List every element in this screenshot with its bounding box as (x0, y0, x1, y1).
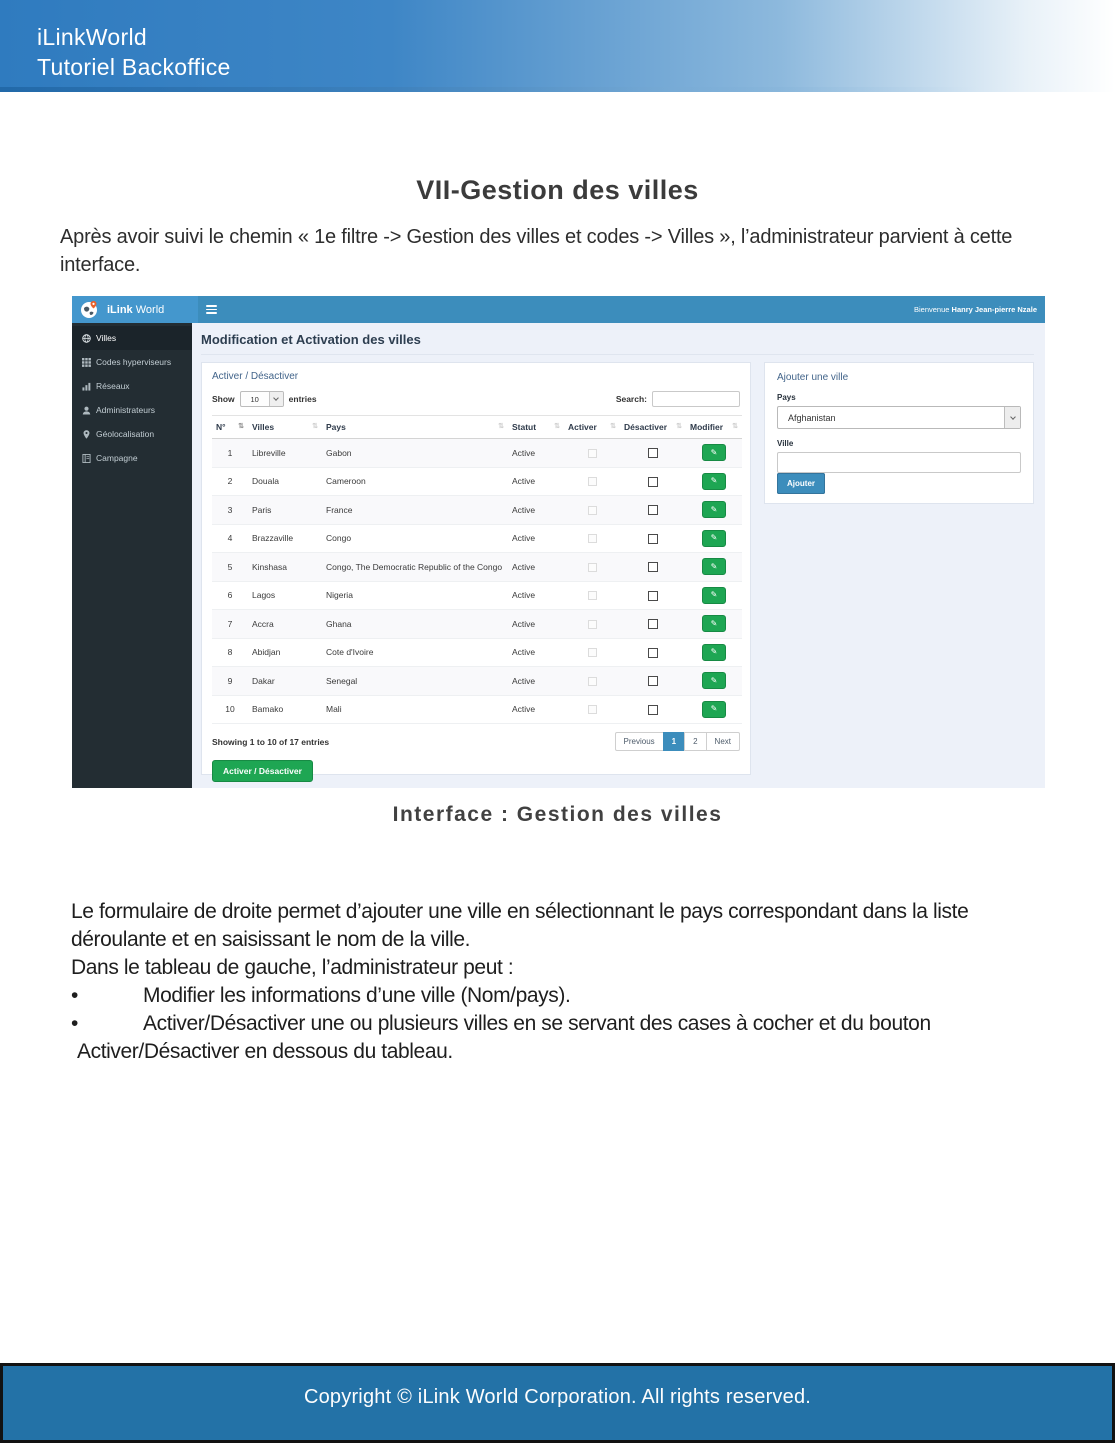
pagination-next[interactable]: Next (706, 732, 740, 751)
desactiver-checkbox[interactable] (648, 448, 658, 458)
cell-modifier (686, 695, 742, 724)
sidebar-label: Codes hyperviseurs (96, 357, 172, 367)
cell-activer (564, 553, 620, 582)
sidebar-label: Géolocalisation (96, 429, 155, 439)
cell-ville: Lagos (248, 581, 322, 610)
sidebar-item-geolocalisation[interactable] (72, 422, 192, 446)
bullet-item-1: • Modifier les informations d’une ville (Nom/pays). (71, 982, 1046, 1010)
cell-num: 8 (212, 638, 248, 667)
chevron-down-icon (1004, 407, 1020, 428)
desactiver-checkbox[interactable] (648, 676, 658, 686)
sidebar-label: Administrateurs (96, 405, 156, 415)
cell-modifier (686, 467, 742, 496)
table-body (212, 439, 742, 724)
cell-modifier (686, 524, 742, 553)
cell-statut: Active (508, 667, 564, 696)
cell-num: 2 (212, 467, 248, 496)
pagination-previous[interactable]: Previous (615, 732, 664, 751)
desactiver-checkbox[interactable] (648, 477, 658, 487)
activer-checkbox[interactable] (588, 477, 597, 486)
pencil-icon: ✎ (710, 647, 718, 657)
edit-button[interactable] (702, 473, 726, 490)
sort-icon: ⇅ (554, 423, 560, 430)
column-header-pays[interactable]: Pays ⇅ (322, 416, 508, 439)
globe-pin-logo-icon (80, 300, 99, 319)
footer-bar (0, 1363, 1115, 1443)
hamburger-icon[interactable] (206, 305, 217, 314)
cell-ville: Bamako (248, 695, 322, 724)
edit-button[interactable] (702, 587, 726, 604)
edit-button[interactable] (702, 701, 726, 718)
cell-pays: Nigeria (322, 581, 508, 610)
cell-num: 1 (212, 439, 248, 468)
activer-checkbox[interactable] (588, 705, 597, 714)
cell-pays: Mali (322, 695, 508, 724)
cell-ville: Dakar (248, 667, 322, 696)
cell-statut: Active (508, 581, 564, 610)
sidebar-label: Villes (96, 333, 117, 343)
sidebar-item-codes-hyperviseurs[interactable] (72, 350, 192, 374)
pays-label: Pays (777, 393, 796, 402)
pagination-page-1[interactable]: 1 (663, 732, 685, 751)
cell-desactiver (620, 439, 686, 468)
cell-statut: Active (508, 496, 564, 525)
pencil-icon: ✎ (710, 675, 718, 685)
cell-desactiver (620, 610, 686, 639)
welcome-text: Bienvenue Hanry Jean-pierre Nzale (914, 305, 1037, 314)
pagination (616, 732, 740, 751)
cell-activer (564, 496, 620, 525)
pencil-icon: ✎ (710, 476, 718, 486)
table-row (212, 524, 742, 553)
table-row (212, 667, 742, 696)
cell-activer (564, 467, 620, 496)
table-row (212, 467, 742, 496)
app-screenshot (72, 296, 1045, 788)
cell-num: 6 (212, 581, 248, 610)
sidebar-item-reseaux[interactable] (72, 374, 192, 398)
show-label: Show (212, 394, 235, 404)
cell-modifier (686, 496, 742, 525)
cell-statut: Active (508, 553, 564, 582)
edit-button[interactable] (702, 530, 726, 547)
cell-pays: Congo (322, 524, 508, 553)
cell-activer (564, 439, 620, 468)
globe-icon (82, 334, 96, 343)
cell-statut: Active (508, 638, 564, 667)
sidebar-label: Réseaux (96, 381, 130, 391)
table-row (212, 610, 742, 639)
table-row (212, 581, 742, 610)
cell-modifier (686, 610, 742, 639)
cell-ville: Paris (248, 496, 322, 525)
panel-right-title: Ajouter une ville (777, 372, 849, 383)
search-label: Search: (615, 394, 647, 404)
app-header (72, 296, 1045, 323)
brand-name: iLink World (107, 303, 165, 316)
table-row (212, 553, 742, 582)
pagination-page-2[interactable]: 2 (684, 732, 706, 751)
bullet-item-2: • Activer/Désactiver une ou plusieurs villes en se servant des cases à cocher et du bouton (71, 1010, 1046, 1038)
body-paragraph-2: Dans le tableau de gauche, l’administrateur peut : (71, 956, 514, 979)
page-title: VII-Gestion des villes (416, 175, 699, 205)
pencil-icon: ✎ (710, 504, 718, 514)
sidebar-item-campagne[interactable] (72, 446, 192, 470)
body-text (71, 898, 1046, 1066)
header-banner (0, 0, 1115, 92)
edit-button[interactable] (702, 558, 726, 575)
desactiver-checkbox[interactable] (648, 534, 658, 544)
sidebar-item-administrateurs[interactable] (72, 398, 192, 422)
cell-ville: Libreville (248, 439, 322, 468)
cell-activer (564, 610, 620, 639)
cell-activer (564, 667, 620, 696)
cell-modifier (686, 667, 742, 696)
banner-text (37, 22, 231, 82)
activer-checkbox[interactable] (588, 506, 597, 515)
cell-num: 10 (212, 695, 248, 724)
cell-pays: Ghana (322, 610, 508, 639)
cell-activer (564, 638, 620, 667)
body-paragraph-1: Le formulaire de droite permet d’ajouter une ville en sélectionnant le pays correspondant dans la liste déroulante et en saisissant le nom de la ville. (71, 900, 969, 951)
bullet-glyph: • (71, 984, 78, 1007)
desactiver-checkbox[interactable] (648, 505, 658, 515)
cell-statut: Active (508, 439, 564, 468)
bar-chart-icon (82, 382, 96, 391)
activer-checkbox[interactable] (588, 449, 597, 458)
edit-button[interactable] (702, 501, 726, 518)
column-header-villes[interactable]: Villes ⇅ (248, 416, 322, 439)
cell-statut: Active (508, 695, 564, 724)
activer-checkbox[interactable] (588, 591, 597, 600)
table-header-row (212, 416, 742, 439)
sort-icon: ⇅ (238, 423, 244, 430)
cell-statut: Active (508, 610, 564, 639)
column-header-activer[interactable]: Activer ⇅ (564, 416, 620, 439)
activer-checkbox[interactable] (588, 620, 597, 629)
ajouter-button[interactable]: Ajouter (777, 473, 825, 494)
activer-checkbox[interactable] (588, 563, 597, 572)
search-input[interactable] (652, 391, 740, 407)
panel-left-title: Activer / Désactiver (212, 371, 299, 382)
sidebar-label: Campagne (96, 453, 138, 463)
cell-statut: Active (508, 467, 564, 496)
app-page-title: Modification et Activation des villes (201, 332, 1034, 355)
app-content (192, 323, 1045, 788)
pencil-icon: ✎ (710, 590, 718, 600)
sidebar-item-villes[interactable] (72, 326, 192, 350)
table-row (212, 496, 742, 525)
map-marker-icon (82, 430, 96, 439)
edit-button[interactable] (702, 615, 726, 632)
cell-num: 7 (212, 610, 248, 639)
cell-ville: Kinshasa (248, 553, 322, 582)
cell-desactiver (620, 581, 686, 610)
table-row (212, 439, 742, 468)
activer-desactiver-button[interactable]: Activer / Désactiver (212, 760, 313, 782)
cell-desactiver (620, 638, 686, 667)
cell-num: 3 (212, 496, 248, 525)
intro-paragraph: Après avoir suivi le chemin « 1e filtre -> Gestion des villes et codes -> Villes », l’administrateur parvient à cette interface. (60, 226, 1013, 276)
edit-button[interactable] (702, 672, 726, 689)
banner-line2: Tutoriel Backoffice (37, 54, 231, 80)
sort-icon: ⇅ (732, 423, 738, 430)
desactiver-checkbox[interactable] (648, 705, 658, 715)
ville-input[interactable] (777, 452, 1021, 473)
app-navbar (198, 296, 1045, 323)
cell-ville: Abidjan (248, 638, 322, 667)
activer-checkbox[interactable] (588, 677, 597, 686)
table-row (212, 695, 742, 724)
cell-ville: Brazzaville (248, 524, 322, 553)
entries-label: entries (288, 394, 317, 404)
edit-button[interactable] (702, 644, 726, 661)
chevron-down-icon (269, 392, 283, 406)
pencil-icon: ✎ (710, 618, 718, 628)
bullet-glyph: • (71, 1012, 78, 1035)
cell-activer (564, 581, 620, 610)
cell-modifier (686, 581, 742, 610)
pencil-icon: ✎ (710, 704, 718, 714)
cell-activer (564, 695, 620, 724)
sort-icon: ⇅ (676, 423, 682, 430)
ajouter-ville-panel (764, 362, 1034, 504)
bullet-2-continuation: Activer/Désactiver en dessous du tableau. (77, 1040, 453, 1063)
pays-select[interactable]: Afghanistan (777, 406, 1021, 429)
table-row (212, 638, 742, 667)
screenshot-caption: Interface : Gestion des villes (392, 803, 723, 826)
cell-pays: Cameroon (322, 467, 508, 496)
sort-icon: ⇅ (610, 423, 616, 430)
app-brand[interactable] (72, 296, 198, 323)
cell-num: 9 (212, 667, 248, 696)
cell-pays: Gabon (322, 439, 508, 468)
sort-icon: ⇅ (312, 423, 318, 430)
copyright-text: Copyright © iLink World Corporation. All rights reserved. (303, 1386, 812, 1408)
app-sidebar (72, 323, 192, 788)
desactiver-checkbox[interactable] (648, 619, 658, 629)
notebook-icon (82, 454, 96, 463)
column-header-modifier[interactable]: Modifier ⇅ (686, 416, 742, 439)
cell-desactiver (620, 553, 686, 582)
column-header-num[interactable]: N° ⇅ (212, 416, 248, 439)
cell-desactiver (620, 467, 686, 496)
cell-desactiver (620, 667, 686, 696)
cell-pays: Cote d'Ivoire (322, 638, 508, 667)
grid-icon (82, 358, 96, 367)
pencil-icon: ✎ (710, 561, 718, 571)
user-icon (82, 406, 96, 415)
column-header-desactiver[interactable]: Désactiver ⇅ (620, 416, 686, 439)
cell-statut: Active (508, 524, 564, 553)
desactiver-checkbox[interactable] (648, 591, 658, 601)
cell-desactiver (620, 496, 686, 525)
table-info: Showing 1 to 10 of 17 entries (212, 736, 330, 747)
cell-activer (564, 524, 620, 553)
cell-ville: Accra (248, 610, 322, 639)
activer-checkbox[interactable] (588, 534, 597, 543)
cell-desactiver (620, 524, 686, 553)
pencil-icon: ✎ (710, 533, 718, 543)
cell-pays: France (322, 496, 508, 525)
cell-pays: Senegal (322, 667, 508, 696)
desactiver-checkbox[interactable] (648, 648, 658, 658)
cell-num: 5 (212, 553, 248, 582)
column-header-statut[interactable]: Statut ⇅ (508, 416, 564, 439)
cell-num: 4 (212, 524, 248, 553)
cell-desactiver (620, 695, 686, 724)
cell-modifier (686, 439, 742, 468)
cell-pays: Congo, The Democratic Republic of the Congo (322, 553, 508, 582)
cell-ville: Douala (248, 467, 322, 496)
edit-button[interactable] (702, 444, 726, 461)
sort-icon: ⇅ (498, 423, 504, 430)
pencil-icon: ✎ (710, 447, 718, 457)
ville-label: Ville (777, 439, 794, 448)
villes-table (212, 415, 742, 724)
villes-table-panel (201, 362, 751, 775)
cell-modifier (686, 638, 742, 667)
activer-checkbox[interactable] (588, 648, 597, 657)
page-length-select[interactable]: 10 (240, 391, 284, 407)
desactiver-checkbox[interactable] (648, 562, 658, 572)
cell-modifier (686, 553, 742, 582)
banner-line1: iLinkWorld (37, 24, 147, 50)
